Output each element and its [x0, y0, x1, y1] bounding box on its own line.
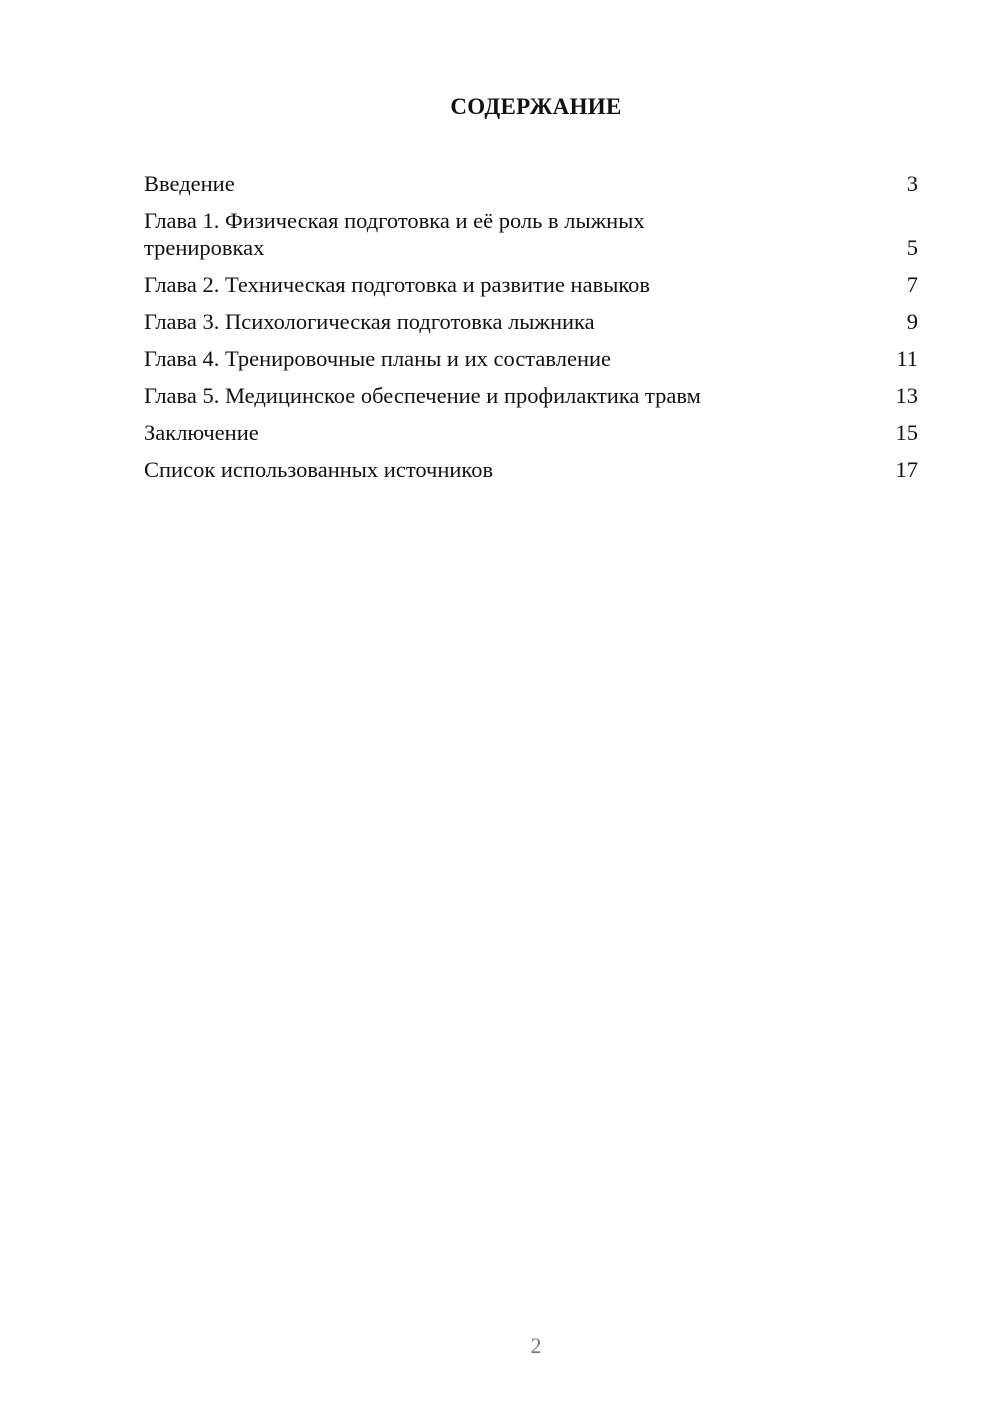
toc-entry-page: 17 [895, 457, 918, 482]
toc-entry [144, 170, 920, 197]
toc-entry-page: 11 [896, 346, 918, 371]
toc-entry-page: 7 [906, 272, 918, 297]
toc-entry-title: Глава 2. Техническая подготовка и развитие навыков [144, 272, 650, 297]
toc-entry [144, 345, 920, 372]
toc-entry [144, 207, 920, 261]
toc-entry-title: Глава 5. Медицинское обеспечение и профилактика травм [144, 383, 701, 408]
toc-entry [144, 456, 920, 483]
toc-entry-title: Глава 4. Тренировочные планы и их составление [144, 346, 612, 371]
page-number: 2 [530, 1333, 542, 1358]
page-title: СОДЕРЖАНИЕ [450, 94, 622, 119]
toc-entry-title: Заключение [144, 420, 259, 445]
toc-entry-title: Глава 1. Физическая подготовка и её роль в лыжных тренировках [144, 208, 645, 260]
toc-entry-page: 13 [895, 383, 918, 408]
toc-entry-page: 15 [895, 420, 918, 445]
toc-entry-title: Список использованных источников [144, 457, 494, 482]
toc-entry [144, 382, 920, 409]
toc-entry [144, 271, 920, 298]
toc-entry [144, 308, 920, 335]
toc-entry [144, 419, 920, 446]
table-of-contents [144, 170, 920, 493]
toc-entry-title: Введение [144, 171, 235, 196]
toc-entry-page: 5 [906, 235, 918, 260]
toc-entry-page: 9 [906, 309, 918, 334]
toc-entry-page: 3 [906, 171, 918, 196]
toc-entry-title: Глава 3. Психологическая подготовка лыжника [144, 309, 595, 334]
